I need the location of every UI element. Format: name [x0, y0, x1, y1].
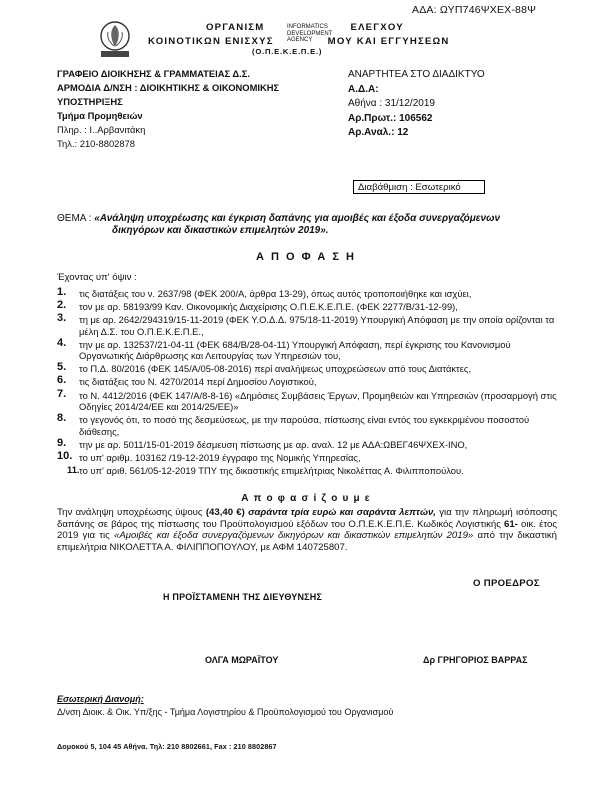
- list-item: 9. την με αρ. 5011/15-01-2019 δέσμευση πίστωσης με αρ. αναλ. 12 με ΑΔΑ:ΩΒΕΓ46ΨΧΕΧ-ΙΝΟ,: [57, 436, 468, 450]
- protocol-number: Αρ.Πρωτ.: 106562: [348, 112, 433, 124]
- subject-label: ΘΕΜΑ :: [57, 213, 95, 224]
- contact-person: Πληρ. : Ι..Αρβανιτάκη: [57, 124, 146, 135]
- department-name: Τμήμα Προμηθειών: [57, 110, 143, 121]
- directorate-name: ΑΡΜΟΔΙΑ Δ/ΝΣΗ : ΔΙΟΙΚΗΤΙΚΗΣ & ΟΙΚΟΝΟΜΙΚΗΣ: [57, 82, 280, 93]
- document-date: Αθήνα : 31/12/2019: [348, 98, 435, 110]
- org-name-line2: ΚΟΙΝΟΤΙΚΩΝ ΕΝΙΣΧΥΣ ΜΟΥ ΚΑΙ ΕΓΓΥΗΣΕΩΝ: [148, 36, 450, 47]
- ada-label: Α.Δ.Α:: [348, 83, 379, 95]
- signatory-right: Δρ ΓΡΗΓΟΡΙΟΣ ΒΑΡΡΑΣ: [423, 655, 528, 665]
- service-name: ΥΠΟΣΤΗΡΙΞΗΣ: [57, 96, 123, 107]
- list-item: 2. τον με αρ. 58193/99 Καν. Οικονομικής Διαχείρισης Ο.Π.Ε.Κ.Ε.Π.Ε. (ΦΕΚ 2277/Β/31-12-99),: [57, 299, 458, 313]
- signatory-left: ΟΛΓΑ ΜΩΡΑΪΤΟΥ: [205, 655, 279, 665]
- list-item: 6. τις διατάξεις του Ν. 4270/2014 περί Δημοσίου Λογιστικού,: [57, 374, 317, 388]
- head-title: Η ΠΡΟΪΣΤΑΜΕΝΗ ΤΗΣ ΔΙΕΥΘΥΝΣΗΣ: [163, 592, 323, 602]
- list-item: 8. το γεγονός ότι, το ποσό της δεσμεύσεως, με την παρούσα, πίστωσης είναι εντός του εγκεκριμένου ποσοστού διάθεσης,: [57, 412, 530, 437]
- list-item: 11. το υπ' αριθ. 561/05-12-2019 ΤΠΥ της δικαστικής επιμελήτριας Νικολέττας Α. Φιλιπποπούλου.: [67, 463, 464, 476]
- list-item: 1. τις διατάξεις του ν. 2637/98 (ΦΕΚ 200/Α, άρθρα 13-29), όπως αυτός τροποποιήθηκε και ισχύει,: [57, 286, 472, 299]
- subject-line: [57, 213, 557, 225]
- footer-address: Δομοκού 5, 104 45 Αθήνα. Τηλ: 210 8802661, Fax : 210 8802867: [57, 742, 277, 751]
- subject-text-1: «Ανάληψη υποχρέωσης και έγκριση δαπάνης για αμοιβές και έξοδα συνεργαζόμενων: [94, 213, 501, 224]
- list-item: 5. το Π.Δ. 80/2016 (ΦΕΚ 145/Α/05-08-2016) περί αναλήψεως υποχρεώσεων από τους Διατάκτες,: [57, 361, 472, 375]
- list-item: 7. το Ν. 4412/2016 (ΦΕΚ 147/Α/8-8-16) «Δημόσιες Συμβάσεις Έργων, Προμηθειών και Υπηρεσιών (προσαρμογή στις Οδηγίες 2014/24/ΕΕ και 2014/25/ΕΕ)»: [57, 387, 557, 413]
- org-acronym: (Ο.Π.Ε.Κ.Ε.Π.Ε.): [252, 47, 323, 56]
- president-title: Ο ΠΡΟΕΔΡΟΣ: [473, 578, 540, 589]
- sender-block: [57, 67, 327, 151]
- org-name-line1: ΟΡΓΑΝΙΣΜ ΕΛΕΓΧΟΥ: [206, 22, 404, 33]
- list-item: 10. το υπ' αριθμ. 103162 /19-12-2019 έγγραφο της Νομικής Υπηρεσίας,: [57, 449, 361, 463]
- decision-title: Α Π Ο Φ Α Σ Η: [256, 251, 356, 263]
- organization-logo-icon: [98, 20, 132, 58]
- meta-block: [348, 68, 568, 141]
- decision-body: Την ανάληψη υποχρέωσης ύψους (43,40 €) σαράντα τρία ευρώ και σαράντα λεπτών, για την πληρωμή ισόποσης δαπάνης σε βάρος της πίστωσης του Προϋπολογισμού εξόδων του Ο.Π.Ε.Κ.Ε.Π.Ε. Κωδικός Λογιστικής 61- οικ. έτος 2019 για τις «Αμοιβές και έξοδα συνεργαζόμενων δικηγόρων και δικαστικών επιμελητών 2019» από την δικαστική επιμελήτρια ΝΙΚΟΛΕΤΤΑ Α. ΦΙΛΙΠΠΟΠΟΥΛΟΥ, με ΑΦΜ 140725807.: [57, 507, 558, 553]
- list-item: 3. τη με αρ. 2642/294319/15-11-2019 (ΦΕΚ Υ.Ο.Δ.Δ. 975/18-11-2019) Υπουργική Απόφαση με την οποία ορίζονται τα μέλη Δ.Σ. του Ο.Π.Ε.Κ.Ε.Π.Ε.,: [57, 312, 555, 337]
- commitment-number: Αρ.Αναλ.: 12: [348, 127, 409, 139]
- contact-phone: Τηλ.: 210-8802878: [57, 138, 136, 149]
- considerations-list: [57, 288, 557, 478]
- stamp-overlay: INFORMATICS DEVELOPMENT AGENCY: [287, 24, 333, 43]
- classification-box: Διαβάθμιση : Εσωτερικό: [353, 180, 485, 194]
- list-item: 4. την με αρ. 132537/21-04-11 (ΦΕΚ 684/Β/28-04-11) Υπουργική Απόφαση, περί έγκρισης του Κανονισμού Οργανωτικής Διάρθρωσης και Λειτουργίας των Υπηρεσιών του,: [57, 336, 511, 362]
- subject-text-2: δικηγόρων και δικαστικών επιμελητών 2019».: [112, 225, 329, 236]
- posting-note: ΑΝΑΡΤΗΤΕΑ ΣΤΟ ΔΙΑΔΙΚΤΥΟ: [348, 69, 485, 80]
- considerations-intro: Έχοντας υπ' όψιν :: [57, 272, 137, 283]
- internal-distribution-label: Εσωτερική Διανομή:: [57, 694, 144, 704]
- internal-distribution-text: Δ/νση Διοικ. & Οικ. Υπ/ξης - Τμήμα Λογιστηρίου & Προϋπολογισμού του Οργανισμού: [57, 707, 394, 717]
- ada-header-code: ΑΔΑ: ΩΥΠ746ΨΧΕΧ-88Ψ: [412, 4, 537, 16]
- decides-heading: Α π ο φ α σ ί ζ ο υ μ ε: [241, 493, 371, 504]
- office-name: ΓΡΑΦΕΙΟ ΔΙΟΙΚΗΣΗΣ & ΓΡΑΜΜΑΤΕΙΑΣ Δ.Σ.: [57, 68, 250, 79]
